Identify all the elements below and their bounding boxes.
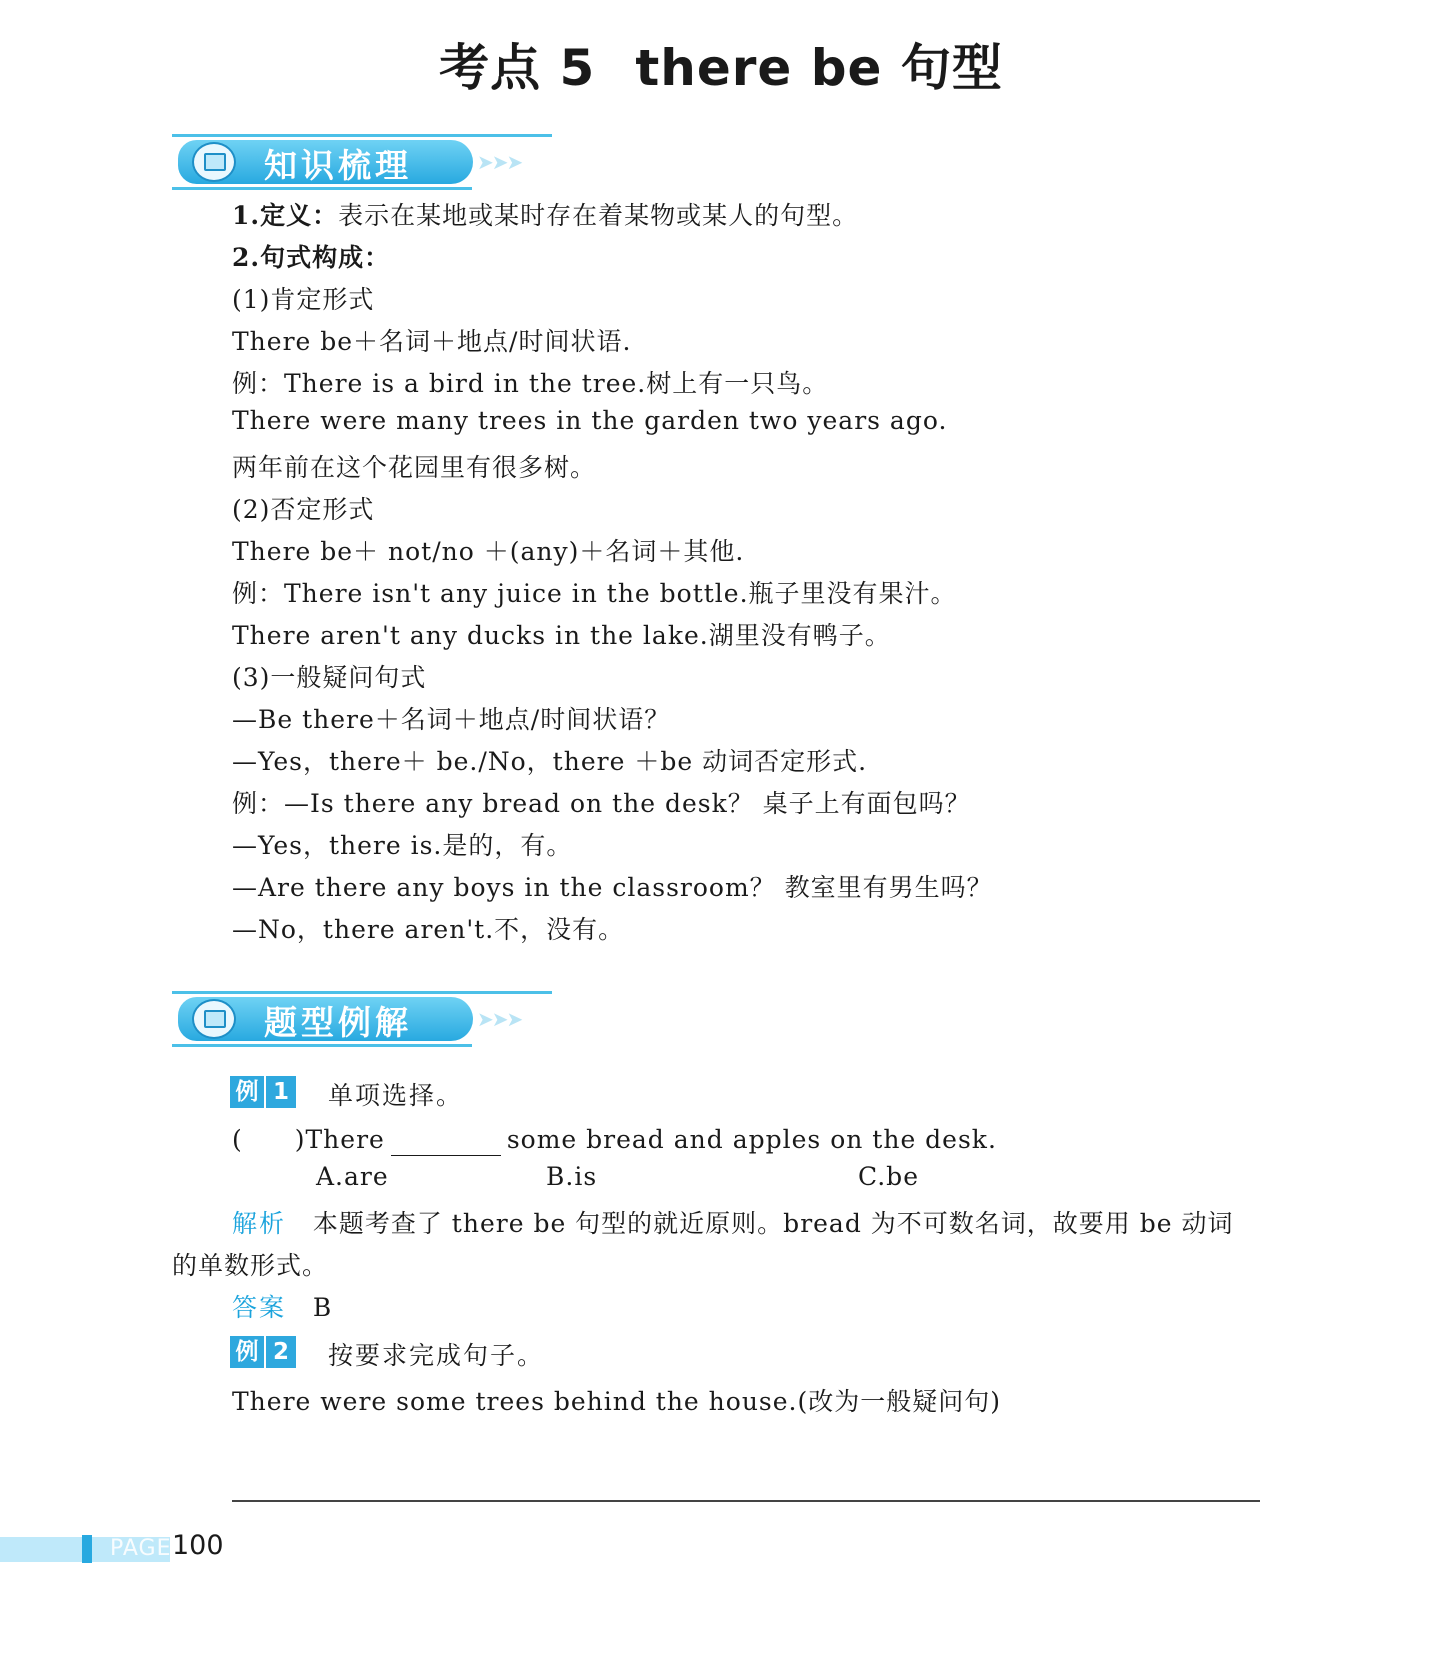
text-line: —Yes，there is.是的，有。 <box>232 831 573 860</box>
analysis-continuation: 的单数形式。 <box>172 1251 329 1280</box>
option-c: C.be <box>858 1162 919 1191</box>
analysis-line: 解析 本题考查了 there be 句型的就近原则。bread 为不可数名词，故要用 be 动词 <box>232 1209 1234 1238</box>
text-line: There were many trees in the garden two years ago. <box>232 406 948 435</box>
page-number: 100 <box>172 1530 224 1561</box>
answer-line: 答案 B <box>232 1293 333 1322</box>
arrows-icon: ➤➤➤ <box>477 150 522 174</box>
text-line: —No，there aren't.不，没有。 <box>232 915 625 944</box>
text-line: (1)肯定形式 <box>232 285 375 314</box>
book-icon <box>192 142 236 182</box>
text-line: 两年前在这个花园里有很多树。 <box>232 453 597 482</box>
answer-line-rule <box>232 1500 1260 1502</box>
example-1-question: ( )There some bread and apples on the desk. <box>232 1125 997 1154</box>
example-tag-number: 2 <box>266 1336 296 1368</box>
text-line: There be＋ not/no ＋(any)＋名词＋其他. <box>232 537 745 566</box>
text-line: There be＋名词＋地点/时间状语. <box>232 327 632 356</box>
example-tag-char: 例 <box>230 1336 264 1368</box>
analysis-label: 解析 <box>232 1209 287 1238</box>
section-title: 知识梳理 <box>264 146 412 185</box>
answer-blank <box>391 1131 501 1156</box>
example-tag-char: 例 <box>230 1076 264 1108</box>
banner-top-line <box>172 991 552 994</box>
option-b: B.is <box>546 1162 598 1191</box>
example-2-label: 按要求完成句子。 <box>328 1341 545 1370</box>
title-right: there be 句型 <box>635 39 1003 97</box>
text-line: (3)一般疑问句式 <box>232 663 427 692</box>
knowledge-section-banner <box>172 134 552 190</box>
section-title: 题型例解 <box>264 1003 412 1042</box>
text-line: —Be there＋名词＋地点/时间状语？ <box>232 705 671 734</box>
banner-bottom-line <box>172 187 472 190</box>
example-tag-number: 1 <box>266 1076 296 1108</box>
structure-heading: 2.句式构成： <box>232 243 391 272</box>
page-word: PAGE <box>110 1536 172 1561</box>
banner-bottom-line <box>172 1044 472 1047</box>
text-line: 例：—Is there any bread on the desk？ 桌子上有面包吗？ <box>232 789 971 818</box>
text-line: 例：There is a bird in the tree.树上有一只鸟。 <box>232 369 829 398</box>
example-1-label: 单项选择。 <box>328 1081 464 1110</box>
example-2-tag <box>230 1336 296 1368</box>
text-line: —Are there any boys in the classroom？ 教室里有男生吗？ <box>232 873 993 902</box>
page-title <box>0 28 1442 100</box>
text-line: —Yes，there＋ be./No，there ＋be 动词否定形式. <box>232 747 868 776</box>
definition-line: 1.定义：表示在某地或某时存在着某物或某人的句型。 <box>232 201 859 230</box>
answer-label: 答案 <box>232 1293 287 1322</box>
text-line: 例：There isn't any juice in the bottle.瓶子里没有果汁。 <box>232 579 957 608</box>
page-footer-marker <box>82 1535 92 1563</box>
banner-top-line <box>172 134 552 137</box>
text-line: There aren't any ducks in the lake.湖里没有鸭子。 <box>232 621 891 650</box>
example-2-question: There were some trees behind the house.(改为一般疑问句) <box>232 1387 1002 1416</box>
title-left: 考点 5 <box>439 39 596 97</box>
text-line: (2)否定形式 <box>232 495 375 524</box>
option-a: A.are <box>316 1162 389 1191</box>
arrows-icon: ➤➤➤ <box>477 1007 522 1031</box>
book-icon <box>192 999 236 1039</box>
examples-section-banner <box>172 991 552 1047</box>
example-1-tag <box>230 1076 296 1108</box>
